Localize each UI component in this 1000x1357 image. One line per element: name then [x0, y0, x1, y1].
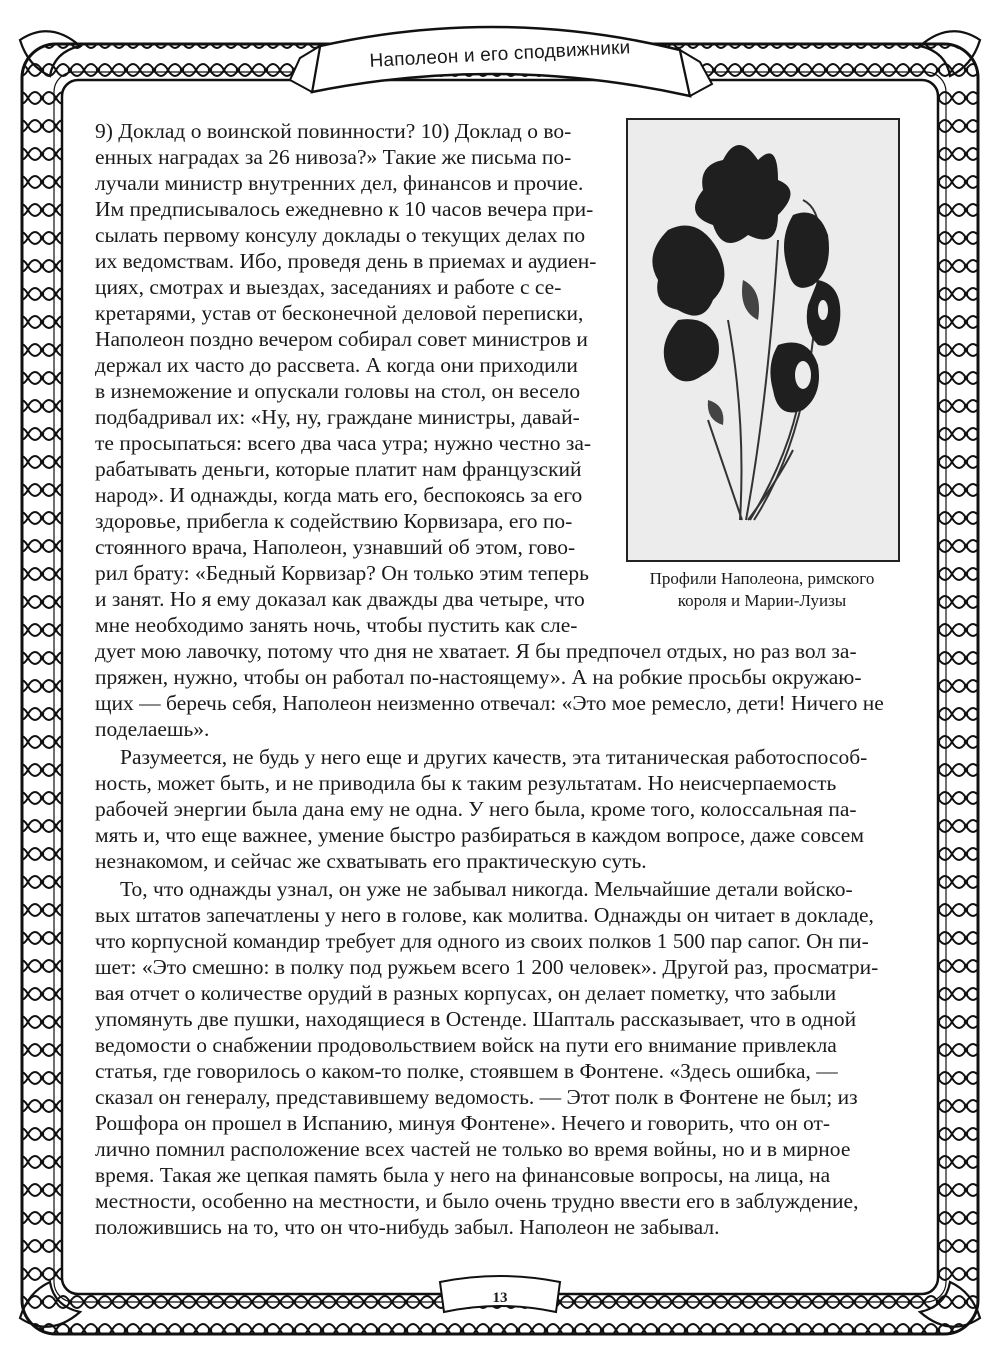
body-line: циях, смотрах и выездах, заседаниях и работе с се-: [95, 275, 562, 299]
body-line: в изнеможение и опускали головы на стол, он весело: [95, 379, 581, 403]
body-line: местности, особенно на местности, и было очень трудно ввести его в заблуждение,: [95, 1189, 859, 1213]
page-header-title: Наполеон и его сподвижники: [368, 37, 631, 72]
body-line: здоровье, прибегла к содействию Корвизара, его по-: [95, 509, 573, 533]
body-line: статья, где говорилось о каком-то полке, стоявшем в Фонтене. «Здесь ошибка, —: [95, 1059, 838, 1083]
body-line: вая отчет о количестве орудий в разных корпусах, он делает пометку, что забыли: [95, 981, 837, 1005]
body-line: рил брату: «Бедный Корвизар? Он только этим теперь: [95, 561, 589, 585]
body-line: их ведомствам. Ибо, проведя день в приемах и аудиен-: [95, 249, 597, 273]
body-line: держал их часто до рассвета. А когда они приходили: [95, 353, 578, 377]
figure-caption-line: Профили Наполеона, римского: [649, 569, 875, 588]
body-line: время. Такая же цепкая память была у него на финансовые вопросы, на лица, на: [95, 1163, 831, 1187]
body-line: те просыпаться: всего два часа утра; нужно честно за-: [95, 431, 592, 455]
body-line: енных наградах за 26 нивоза?» Такие же письма по-: [95, 145, 572, 169]
body-line: дует мою лавочку, потому что дня не хватает. Я бы предпочел отдых, но раз вол за-: [95, 639, 857, 663]
page-number: 13: [492, 1290, 508, 1306]
body-line: поделаешь».: [95, 717, 210, 741]
body-line: подбадривал их: «Ну, ну, граждане министры, давай-: [95, 405, 580, 429]
body-line: упомянуть две пушки, находящиеся в Остенде. Шапталь рассказывает, что в одной: [95, 1007, 857, 1031]
body-line: сылать первому консулу доклады о текущих делах по: [95, 223, 586, 247]
body-line: вых штатов запечатлены у него в голове, как молитва. Однажды он читает в докладе,: [95, 903, 874, 927]
body-line: шет: «Это смешно: в полку под ружьем всего 1 200 человек». Другой раз, просматри-: [95, 955, 879, 979]
body-line: ведомости о снабжении продовольствием войск на пути его внимание привлекла: [95, 1033, 837, 1057]
body-line: Рошфора он прошел в Испанию, минуя Фонтене». Нечего и говорить, что он от-: [95, 1111, 831, 1135]
body-line: 9) Доклад о воинской повинности? 10) Доклад о во-: [95, 119, 572, 143]
body-line: рабочей энергии была дана ему не одна. У него была, кроме того, колоссальная па-: [95, 797, 857, 821]
paragraph-first-line: То, что однажды узнал, он уже не забывал никогда. Мельчайшие детали войско-: [120, 877, 853, 901]
figure-caption-line: короля и Марии-Луизы: [677, 591, 847, 610]
body-line: сказал он генералу, представившему ведомость. — Этот полк в Фонтене не был; из: [95, 1085, 858, 1109]
body-line: Наполеон поздно вечером собирал совет министров и: [95, 327, 588, 351]
body-line: лучали министр внутренних дел, финансов и прочие.: [95, 171, 584, 195]
body-line: стоянного врача, Наполеон, узнавший об этом, гово-: [95, 535, 576, 559]
body-line: кретарями, устав от бесконечной деловой переписки,: [95, 301, 584, 325]
body-line: ность, может быть, и не приводила бы к таким результатам. Но неисчерпаемость: [95, 771, 837, 795]
paragraph-first-line: Разумеется, не будь у него еще и других качеств, эта титаническая работоспособ-: [120, 745, 868, 769]
body-line: что корпусной командир требует для одного из своих полков 1 500 пар сапог. Он пи-: [95, 929, 869, 953]
violet-flowers-drawing: [628, 120, 898, 560]
body-line: пряжен, нужно, чтобы он работал по-настоящему». А на робкие просьбы окружаю-: [95, 665, 862, 689]
body-line: и занят. Но я ему доказал как дважды два четыре, что: [95, 587, 585, 611]
body-line: щих — беречь себя, Наполеон неизменно отвечал: «Это мое ремесло, дети! Ничего не: [95, 691, 884, 715]
body-line: рабатывать деньги, которые платит нам французский: [95, 457, 582, 481]
body-line: мне необходимо занять ночь, чтобы пустить как сле-: [95, 613, 578, 637]
violets-illustration: [626, 118, 900, 562]
body-line: народ». И однажды, когда мать его, беспокоясь за его: [95, 483, 583, 507]
body-line: лично помнил расположение всех частей не только во время войны, но и в мирное: [95, 1137, 851, 1161]
body-line: незнакомом, и сейчас же схватывать его практическую суть.: [95, 849, 647, 873]
body-line: положившись на то, что он что-нибудь забыл. Наполеон не забывал.: [95, 1215, 720, 1239]
body-line: мять и, что еще важнее, умение быстро разбираться в каждом вопросе, даже совсем: [95, 823, 864, 847]
body-line: Им предписывалось ежедневно к 10 часов вечера при-: [95, 197, 594, 221]
